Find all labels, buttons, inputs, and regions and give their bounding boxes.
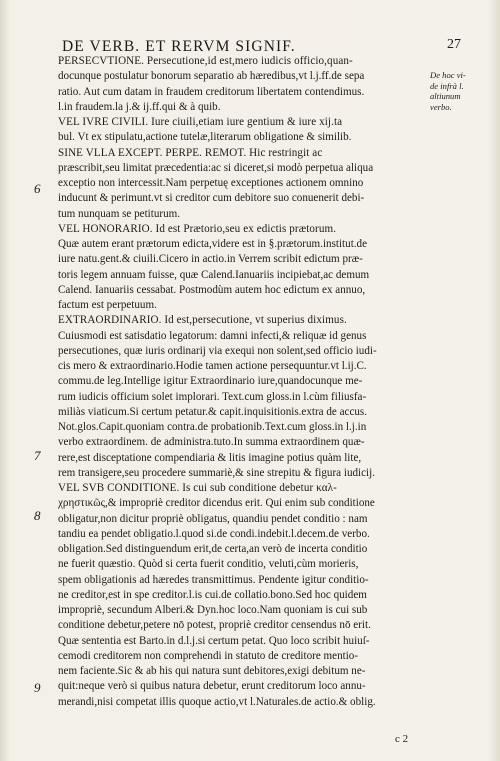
text-line: cis mero & extraordinario.Hodie tamen actione persequuntur.vt l.ij.C. [58, 360, 367, 372]
text-line: docunque postulatur bonorum separatio ab hæredibus,vt l.j.ff.de sepa [58, 70, 365, 83]
text-line: exceptio non intercessit.Nam perpetuę exceptiones actionem omnino [58, 177, 364, 189]
text-line: præscribit,seu limitat præcedentia:ac si diceret,si modò perpetua aliqua [58, 161, 374, 174]
text-line: iure natu.gent.& ciuili.Cicero in actio.in Verrem scribit edictum præ- [58, 253, 363, 266]
text-line: rem transigere,seu procedere summariè,& sine strepitu & figura iudicij. [58, 466, 375, 479]
text-line: toris legem annuam fuisse, quæ Calend.Ianuariis incipiebat,ac demum [58, 268, 370, 281]
text-line: cemodi creditorem non comprehendi in statuto de creditore mentio- [58, 649, 359, 662]
text-line: χρηστικῶς,& impropriè creditor dicendus erit. Qui enim sub conditione [58, 497, 375, 510]
text-line: tandiu ea pendet obligatio.l.quod si.de condi.indebit.l.decem.de verbo. [58, 527, 370, 540]
margin-note-line: De hoc vi- [430, 70, 466, 80]
text-line: SINE VLLA EXCEPT. PERPE. REMOT. Hic restringit ac [58, 146, 323, 159]
text-line: commu.de leg.Intellige igitur Extraordinario iure,quandocunque me- [58, 375, 363, 388]
text-line: spem obligationis ad hæredes transmittimus. Pendente igitur conditio- [58, 573, 369, 586]
text-line: quit:neque verò si quibus natura debetur, erunt creditorum loco annu- [58, 680, 366, 693]
text-line: Quæ autem erant prætorum edicta,videre est in §.prætorum.institut.de [58, 238, 368, 250]
text-line: miliàs viaticum.Si certum petatur.& capit.inquisitionis.extra de accus. [58, 405, 368, 418]
page-number: 27 [447, 37, 461, 52]
text-line: VEL IVRE CIVILI. Iure ciuili,etiam iure gentium & iure xij.ta [58, 116, 343, 128]
text-line: Quæ sententia est Barto.in d.l.j.si certum petat. Quo loco scribit huiuſ- [58, 634, 370, 647]
text-line: ratio. Aut cum datam in fraudem creditorum libertatem contendimus. [58, 85, 365, 98]
margin-note [430, 70, 492, 112]
text-line: ne creditor,est in spe creditor.l.is cui.de collatio.bono.Sed hoc quidem [58, 588, 367, 601]
text-line: verbo extraordinem. de administra.tuto.In summa extraordinem quæ- [58, 436, 365, 449]
marginal-number: 6 [34, 181, 41, 196]
margin-note-line: altiunum [430, 91, 461, 102]
margin-note-line: de infrà l. [430, 80, 464, 91]
text-line: inducunt & perimunt.vt si creditor cum debitore suo conuenerit debi- [58, 192, 365, 205]
text-line: impropriè, secundum Alberi.& Dyn.hoc loco.Nam quoniam is cui sub [58, 604, 368, 616]
margin-note-line: verbo. [430, 101, 452, 112]
text-line: Calend. Ianuariis cessabat. Postmodùm autem hoc edictum ex annuo, [58, 283, 366, 296]
text-line: Not.glos.Capit.quoniam contra.de probationib.Text.cum gloss.in l.j.in [58, 421, 367, 433]
text-line: EXTRAORDINARIO. Id est,persecutione, vt superius diximus. [58, 314, 347, 327]
text-line: conditione debetur,petere nō potest, propriè creditor censendus nō erit. [58, 619, 371, 632]
marginal-number: 7 [34, 448, 41, 463]
marginal-number: 8 [34, 508, 41, 523]
running-head: DE VERB. ET RERVM SIGNIF. [62, 38, 296, 55]
text-line: merandi,nisi competat illis quoque actio,vt l.Naturales.de actio.& oblig. [58, 695, 376, 708]
text-line: obligatur,non dicitur propriè obligatus, quandiu pendet conditio : nam [58, 512, 368, 525]
text-line: VEL SVB CONDITIONE. Is cui sub conditione debetur καλ- [58, 482, 337, 494]
text-line: persecutiones, quæ iuris ordinarij via exequi non solent,sed officio iudi- [58, 344, 377, 357]
text-line: obligation.Sed distinguendum erit,de certa,an verò de incerta conditio [58, 543, 368, 555]
signature-mark: c 2 [395, 733, 409, 745]
main-text-column [58, 54, 426, 710]
text-line: bul. Vt ex stipulatu,actione tutelæ,literarum obligatione & similib. [58, 131, 352, 144]
marginal-number: 9 [34, 680, 41, 695]
text-line: PERSECVTIONE. Persecutione,id est,mero iudicis officio,quan- [58, 55, 353, 67]
text-line: nem faciente.Sic & ab his qui natura sunt debitores,exigi debitum ne- [58, 665, 366, 677]
text-line: VEL HONORARIO. Id est Prætorio,seu ex edictis prætorum. [58, 222, 337, 235]
text-line: rere,est disceptatione compendiaria & litis imagine potius quàm lite, [58, 451, 362, 464]
text-line: rum iudicis officium solet implorari. Text.cum gloss.in l.cùm filiusfa- [58, 390, 367, 403]
text-line: Cuiusmodi est satisdatio legatorum: damni infecti,& reliquæ id genus [58, 329, 367, 342]
text-line: factum est perpetuum. [58, 299, 157, 311]
text-line: ne fuerit quæstio. Quòd si certa fuerit conditio, veluti,cùm morieris, [58, 558, 359, 571]
text-line: l.in fraudem.la j.& ij.ff.qui & à quib. [58, 100, 221, 113]
text-line: tum nunquam se petiturum. [58, 207, 181, 220]
